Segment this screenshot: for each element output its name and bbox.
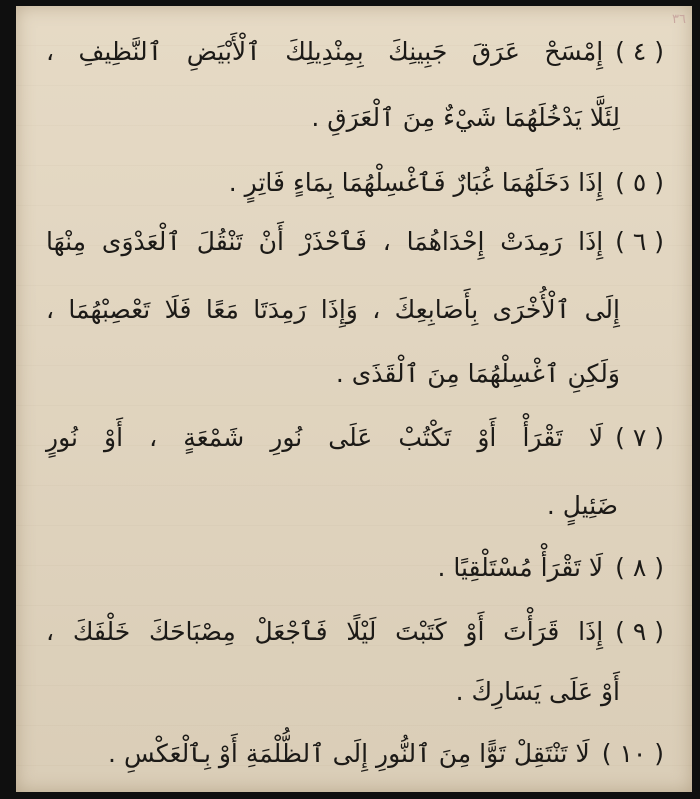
item-6-line-2 [46, 290, 620, 330]
item-6-line-1 [46, 222, 664, 262]
item-line-text: وَلَكِنِ ٱغْسِلْهُمَا مِنَ ٱلْقَذَى . [335, 359, 620, 388]
item-number: ( ٨ ) [615, 553, 664, 582]
item-8-line-1 [437, 548, 664, 588]
item-line-text: إِمْسَحْ عَرَقَ جَبِينِكَ بِمِنْدِيلِكَ ٱلْأَبْيَضِ ٱلنَّظِيفِ ، [46, 37, 604, 66]
item-9-line-2 [456, 672, 620, 712]
item-4-line-1 [46, 32, 664, 72]
item-4-line-2 [311, 98, 620, 138]
item-number: ( ٩ ) [615, 617, 664, 646]
item-7-line-1 [46, 418, 664, 458]
item-number: ( ٧ ) [615, 423, 664, 452]
item-line-text: إِلَى ٱلْأُخْرَى بِأَصَابِعِكَ ، وَإِذَا رَمِدَتَا مَعًا فَلَا تَعْصِبْهُمَا ، [46, 295, 620, 324]
item-number: ( ٥ ) [615, 168, 664, 197]
item-5-line-1 [229, 163, 664, 203]
item-number: ( ١٠ ) [601, 739, 664, 768]
item-line-text: لَا تَقْرَأْ أَوْ تَكْتُبْ عَلَى نُورِ شَمْعَةٍ ، أَوْ نُورٍ [46, 423, 604, 452]
item-line-text: إِذَا رَمِدَتْ إِحْدَاهُمَا ، فَٱحْذَرْ أَنْ تَنْقُلَ ٱلْعَدْوَى مِنْهَا [46, 227, 604, 256]
item-7-line-2 [547, 486, 618, 526]
item-10-line-1 [108, 734, 664, 774]
item-6-line-3 [336, 354, 620, 394]
item-line-text: ضَئِيلٍ . [546, 491, 618, 520]
item-line-text: لَا تَنْتَقِلْ تَوًّا مِنَ ٱلنُّورِ إِلَى ٱلظُّلْمَةِ أَوْ بِٱلْعَكْسِ . [108, 739, 590, 768]
item-line-text: إِذَا دَخَلَهُمَا غُبَارٌ فَٱغْسِلْهُمَا بِمَاءٍ فَاتِرٍ . [228, 168, 604, 197]
item-9-line-1 [46, 612, 664, 652]
item-line-text: لِئَلَّا يَدْخُلَهُمَا شَيْءٌ مِنَ ٱلْعَرَقِ . [311, 103, 620, 132]
item-line-text: أَوْ عَلَى يَسَارِكَ . [455, 677, 620, 706]
item-line-text: لَا تَقْرَأْ مُسْتَلْقِيًا . [437, 553, 604, 582]
item-line-text: إِذَا قَرَأْتَ أَوْ كَتَبْتَ لَيْلًا فَٱجْعَلْ مِصْبَاحَكَ خَلْفَكَ ، [46, 617, 604, 646]
item-number: ( ٦ ) [615, 227, 664, 256]
corner-page-mark: ٣٦ [672, 12, 686, 27]
item-number: ( ٤ ) [615, 37, 664, 66]
